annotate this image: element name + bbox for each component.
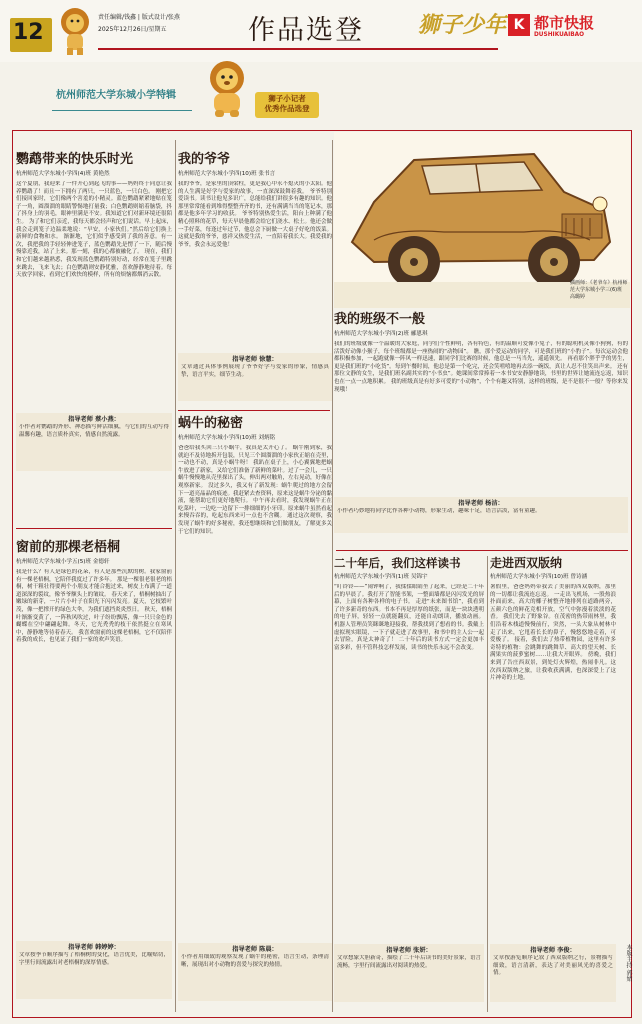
mentor-label: 指导老师 张妍： [386,947,432,954]
mentor-box [16,413,172,471]
school-banner [12,64,632,124]
mentor-box [16,941,172,999]
banner-rule [52,110,192,111]
article-body: 爸爸给我买回三只小蜗牛，我真是太开心了。 蜗牛刚到家，我就迫不及待地拆开包装，只见三个圆溜溜的小家伙正缩在壳里，一动也不动，真是小蜗牛呀！ 我趴在桌子上，小心翼翼地把蜗牛放进了新家，又给它们准备了新鲜的菜叶。过了一会儿，一只蜗牛慢慢地从壳里探出了头，伸出两对触角，左右晃动，好像在观察新家。 没过多久，我又有了新发现：蜗牛爬过的地方会留下一道亮晶晶的痕迹。我赶紧去查资料，原来这是蜗牛分泌的黏液，能帮助它们更好地爬行。 中午再去看时，我发现蜗牛正在吃菜叶，一边吃一边留下一排细细的小牙印。原来蜗牛虽然看起来慢吞吞的，吃起东西来可一点也不含糊。 通过这次观察，我发现了蜗牛的好多秘密，我还想继续和它们做朋友，了解更多关于它们的知识。 [178,445,332,535]
article-body: 这个夏朋，我迎来了一件开心到起飞的事——妈妈终于同意让我养鹦鹉了！而且一下拥有了两只，一只蓝色，一只白色。 刚把它们接回家时，它们像两个害羞的小精灵。蓝色鹦鹉紧紧地贴在笼子一角，圆溜溜的眼睛警惕地打量我；白色鹦鹉则缩着脑袋，抖了抖身上的羽毛，眼神里满是不安。我知道它们对新环境还很陌生。 为了和它们亲近，我每天都会轻声和它们说话。早上起床，我会走到笼子边温柔地说：“早安，小家伙们。”然后给它们换上新鲜的食物和水。 渐渐地，它们似乎感受到了我的善意。有一次，我把我的手轻轻伸进笼子，蓝色鹦鹉先是愣了一下，随后慢慢靠近我，站了上来。那一刻，我的心都被融化了。 现在，我们和它们越来越熟悉，我发现蓝色鹦鹉特别好动，经常在笼子里跳来跳去，飞来飞去；白色鹦鹉则安静优雅，喜欢静静地待着。每天放学回家，看到它们欢快的模样，所有的烦恼都烟消云散。 [16,181,172,279]
mentor-comment: 小作者巧妙地将同学比作各种小动物，形象生动，趣味十足，语言活泼，富有童趣。 [337,508,541,514]
article-title: 我的班级不一般 [334,312,426,327]
article-byline: 杭州师范大学东城小学四(10)班 刘炳铭 [178,435,276,441]
editor-line: 责任编辑/钱鑫 | 版式设计/张燕 [98,14,180,21]
article-title: 鹦鹉带来的快乐时光 [16,152,134,167]
mentor-label: 指导老师 蔡小燕： [68,416,120,423]
mentor-label: 指导老师 徐慧： [232,356,278,363]
article-title: 我的爷爷 [178,152,231,167]
mentor-comment: 文章通过具体事例展现了爷爷好学与爱家的形象，情感真挚，语言平实，细节生动。 [181,364,329,378]
lion-mascot-icon [202,60,252,118]
paper-name: 都市快报 [534,14,595,32]
school-banner-title: 杭州师范大学东城小学特辑 [56,90,176,101]
article-byline: 杭州师范大学东城小学四(10)班 曾诗涵 [490,574,588,580]
mentor-comment: 文章按季节顺序描写了梧桐树的变化，语言优美，比喻贴切，字里行间流露出对老梧桐的深厚情感。 [19,952,169,966]
mentor-box [490,944,616,1002]
article-byline: 杭州师范大学东城小学四(1)班 吴锦宇 [334,574,428,580]
badge-line-2: 优秀作品选登 [264,104,310,113]
mentor-box [334,944,484,1002]
mentor-label: 指导老师 陈晨： [232,946,278,953]
illustration-caption: 插画师：《老爷车》杭州师范大学东城小学三(6)班 高璐婷 [570,280,628,300]
mentor-comment: 小作者用细致的观察发现了蜗牛的秘密，语言生动，条理清晰，展现出对小动物的喜爱与探究的热情。 [181,954,329,968]
mentor-comment: 小作者对鹦鹉的外形、神态描写鲜活细腻，与它们的互动写得温馨有趣，语言质朴真实，情感自然流露。 [19,424,169,438]
article-reading [334,556,484,1014]
section-divider [178,410,330,411]
article-body: 我的爷爷，是家里的顶梁柱，更是我心中永不熄灭的小太阳。他的人生满是好学与爱家的故事，一直深深鼓舞着我。 爷爷特别爱读书。读书让他见多识广，总能给我们讲很多有趣的知识。他那里常常能看到堆得整整齐齐的书，还有满满当当的笔记本，那都是他多年学习的收获。 爷爷特别热爱生活，阳台上种满了他精心照料的花草，每天早晨他都会给它们浇水、松土。他还会做一手好菜，每逢过年过节，他总会下厨做一大桌子好吃的饭菜。 这就是我的爷爷，慈祥又热爱生活，一直陪着我长大。我爱我的爷爷，我会永远爱他！ [178,181,332,248]
article-xishuangbanna [490,556,616,1014]
article-tree [16,540,172,1014]
lion-logo-icon [58,6,92,56]
badge-line-1: 狮子小记者 [268,94,306,103]
paper-pinyin: DUSHIKUAIBAO [534,32,585,38]
host-label: 本版主持 郭婧 [625,944,632,982]
paper-logo-icon: K [508,14,530,36]
article-byline: 杭州师范大学东城小学四(10)班 张书言 [178,171,276,177]
section-underline [98,48,498,50]
article-body: “叮铃铃——”闹钟响了，我揉揉眼睛坐了起来，已经是二十年后的早晨了。我打开了智能书架，一整面墙都是闪闪发光的屏幕，上面有各种各样的电子书。 走进“未来图书馆”，我看到了许多新奇的东西。书本不再是厚厚的纸张，而是一块块透明的电子屏，轻轻一点就能翻页，还能自动朗读，播放动画。 机器人管理员笑眯眯地迎接我，帮我找到了想看的书。我戴上虚拟现实眼镜，一下子就走进了故事里，和书中的主人公一起去冒险，真是太神奇了！ 二十年后的读书方式一定会更加丰富多彩，但不管科技怎样发展，读书的快乐永远不会改变。 [334,584,484,651]
column-divider [175,140,176,1012]
mentor-comment: 文章按游览顺序记叙了西双版纳之行，景物描写细致，语言清新，表达了对美丽风光的喜爱之情。 [493,955,613,977]
section-divider [336,550,628,551]
section-title: 作品选登 [248,15,364,46]
section-divider [16,528,172,529]
page-header [0,0,642,62]
calligraphy-title: 狮子少年 [418,12,507,38]
column-divider [332,140,333,1012]
article-grandpa [178,152,332,404]
article-byline: 杭州师范大学东城小学五(5)班 金德轩 [16,559,110,565]
article-title: 窗前的那棵老梧桐 [16,540,121,555]
mentor-label: 指导老师 杨洁： [458,500,504,507]
mentor-box [334,497,628,533]
article-byline: 杭州师范大学东城小学四(2)班 郦恩琪 [334,331,428,337]
car-illustration [334,132,630,308]
article-parrot [16,152,172,512]
article-title: 二十年后，我们这样读书 [334,556,461,570]
mentor-label: 指导老师 李俊： [530,947,576,954]
article-title: 走进西双版纳 [490,556,563,570]
date-line: 2025年12月26日/星期五 [98,26,167,33]
mentor-comment: 文章想象大胆新奇，描绘了二十年后读书的美好景象，语言流畅，字里行间流露出对阅读的热爱。 [337,955,481,969]
badge-box [255,92,319,118]
article-snail [178,416,332,1014]
article-body: 暑假里，爸爸妈妈带我去了美丽的西双版纳，那里的一切都让我流连忘返。 一走出飞机场，一股热浪扑面而来，高大的椰子树整齐地排列在道路两旁，五颜六色的鲜花竞相开放，空气中弥漫着淡淡的花香。 我们先去了野象谷。在茂密的热带雨林里，我们沿着木栈道慢慢前行，突然，一头大象从树林中走了出来，它甩着长长的鼻子，慢悠悠地走着，可爱极了。 接着，我们去了热带植物园，这里有许多奇特的植物：会跳舞的跳舞草、高大的望天树、长满果实的菠萝蜜树……让我大开眼界。 傍晚，我们来到了告庄西双景，到处灯火辉煌，热闹非凡。这次西双版纳之旅，让我收获满满，也深深爱上了这片神奇的土地。 [490,584,616,682]
article-title: 蜗牛的秘密 [178,416,244,431]
article-byline: 杭州师范大学东城小学四(4)班 黄艳然 [16,171,110,177]
column-divider [487,556,488,1012]
mentor-box [178,353,332,401]
mentor-label: 指导老师 韩婷婷： [68,944,120,951]
article-body: 我是什么？有人是绿色的花朵，有人是那些沉默的树。我家窗前有一棵老梧桐，它陪伴我度过了许多年。 那是一棵很老很老的梧桐，树干粗壮得要两个小朋友才能合抱过来，树皮上布满了一道道深深的裂纹，像爷爷额头上的皱纹。 春天来了，梧桐树抽出了嫩绿的新芽，一片片小叶子在阳光下闪闪发亮。夏天，它枝繁叶茂，像一把撑开的绿色大伞，为我们遮挡炎炎烈日。 秋天，梧桐叶渐渐变黄了，一阵秋风吹过，叶子纷纷飘落，像一只只金色的蝴蝶在空中翩翩起舞。冬天，它光秃秃的枝干依然挺立在寒风中，静静地等待着春天。 我喜欢窗前的这棵老梧桐，它不仅陪伴着我的成长，也见证了我们一家的欢声笑语。 [16,569,172,644]
page-number: 12 [13,20,44,45]
article-body: 我们的班级就像一个温暖的大家庭，同学们个性鲜明，各有特色，有的温顺可爱像小兔子，有的聪明机灵像小狗狗，有的活泼好动像小猴子，每个班级都是一座热闹的“动物园”。 瞧，那个爱运动的同学，可是我们班的“小豹子”。每次运动会他都积极参加，一起跑就像一阵风一样迅速，跟同学们比赛的时候，他总是一马当先，遥遥领先。 再看那个胖乎乎的男生，更是我们班的“小吃货”。每到午餐时间，他总是第一个吃完，还会笑嘻嘻地再去添一碗饭，真让人忍不住笑出声来。 还有那位文静的女生，是我们班名副其实的“小书虫”。她课间常常捧着一本书安安静静地读，书里的世界让她流连忘返，知识也在一点一点地积累。 我的班级真是有好多可爱的“小动物”，个个有趣又特别，这样的班级，是不是很不一般？等你来发现哦！ [334,341,628,393]
mentor-box [178,943,332,1001]
article-class [334,312,628,548]
